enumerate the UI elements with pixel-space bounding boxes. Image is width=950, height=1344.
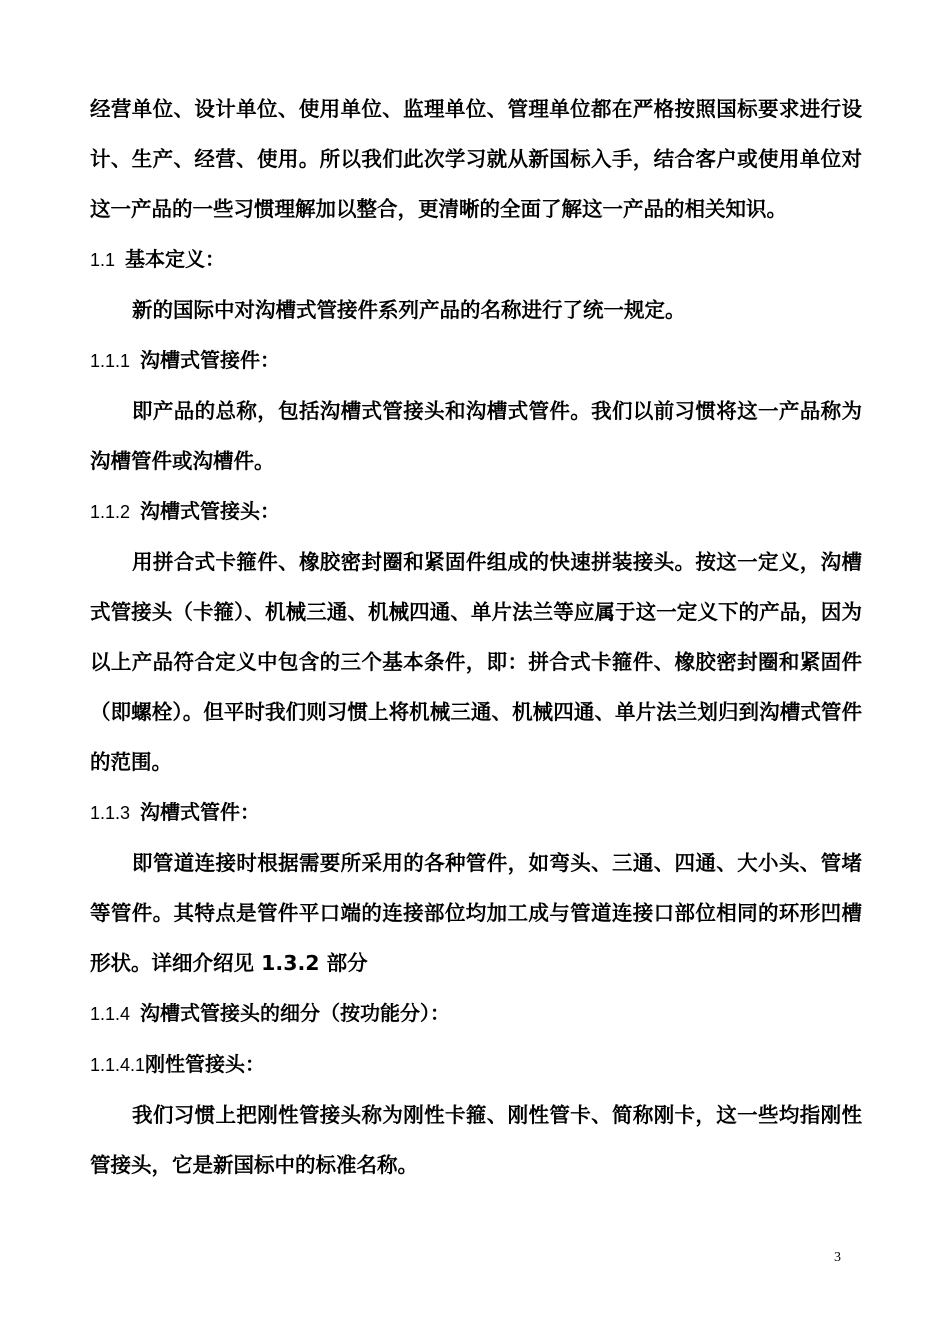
section-heading (90, 988, 862, 1039)
section-title: 沟槽式管接头： (140, 499, 281, 523)
section-title: 沟槽式管接头的细分（按功能分）： (140, 1001, 451, 1025)
page-number: 3 (834, 1250, 841, 1265)
section-heading (90, 234, 862, 285)
section-number: 1.1 (90, 250, 116, 270)
section-title: 基本定义： (125, 247, 226, 271)
section-number: 1.1.2 (90, 502, 131, 522)
section-number: 1.1.1 (90, 351, 131, 371)
body-paragraph: 我们习惯上把刚性管接头称为刚性卡箍、刚性管卡、简称刚卡，这一些均指刚性管接头，它是新国标中的标准名称。 (90, 1103, 862, 1177)
section-number: 1.1.3 (90, 803, 131, 823)
body-paragraph: 新的国际中对沟槽式管接件系列产品的名称进行了统一规定。 (132, 298, 686, 322)
section-title: 刚性管接头： (145, 1052, 266, 1076)
section-number: 1.1.4.1 (90, 1055, 146, 1075)
section-heading (90, 486, 862, 537)
section-number: 1.1.4 (90, 1004, 131, 1024)
section-heading (90, 335, 862, 386)
section-title: 沟槽式管接件： (140, 348, 281, 372)
body-paragraph: 经营单位、设计单位、使用单位、监理单位、管理单位都在严格按照国标要求进行设计、生产、经营、使用。所以我们此次学习就从新国标入手，结合客户或使用单位对这一产品的一些习惯理解加以整合，更清晰的全面了解这一产品的相关知识。 (90, 97, 862, 221)
subsection-heading (90, 1039, 862, 1090)
body-paragraph: 即管道连接时根据需要所采用的各种管件，如弯头、三通、四通、大小头、管堵等管件。其特点是管件平口端的连接部位均加工成与管道连接口部位相同的环形凹槽形状。详细介绍见 1.3.2 部分 (90, 851, 862, 975)
body-paragraph: 即产品的总称，包括沟槽式管接头和沟槽式管件。我们以前习惯将这一产品称为沟槽管件或沟槽件。 (90, 399, 862, 473)
section-title: 沟槽式管件： (140, 800, 261, 824)
section-heading (90, 787, 862, 838)
body-paragraph: 用拼合式卡箍件、橡胶密封圈和紧固件组成的快速拼装接头。按这一定义，沟槽式管接头（卡箍）、机械三通、机械四通、单片法兰等应属于这一定义下的产品，因为以上产品符合定义中包含的三个基本条件，即：拼合式卡箍件、橡胶密封圈和紧固件（即螺栓）。但平时我们则习惯上将机械三通、机械四通、单片法兰划归到沟槽式管件的范围。 (90, 550, 862, 774)
document-body (90, 84, 862, 1190)
